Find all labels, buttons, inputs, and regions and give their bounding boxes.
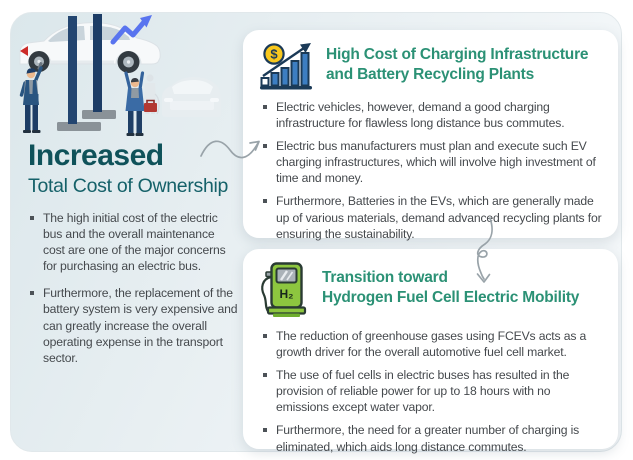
h2-label: H₂ [279,287,294,301]
hydrogen-fuel-pump-icon [259,261,309,319]
list-item [263,367,602,415]
card-charging-infrastructure [243,30,618,241]
page-subtitle: Total Cost of Ownership [28,174,229,197]
card-hydrogen-transition [243,249,618,454]
left-section-bullets [30,210,238,377]
list-item [263,138,602,186]
list-item [263,99,602,131]
card-header [259,42,602,90]
dollar-growth-chart-icon [259,42,313,90]
dollar-symbol: $ [270,46,278,62]
mechanic-right-icon [126,73,158,136]
bullet-marker [263,373,267,377]
list-item [263,422,602,454]
car-maintenance-illustration [14,14,232,142]
list-item [30,285,238,365]
bullet-text: The reduction of greenhouse gases using FCEVs acts as a growth driver for the overall automotive fuel cell market. [276,329,587,360]
card-header [259,261,602,319]
list-item [263,193,602,241]
card-title-line: High Cost of Charging Infrastructure [326,46,589,63]
card-title [326,42,588,86]
mechanic-left-icon [22,62,43,133]
card-title [322,261,579,309]
bullet-marker [30,216,34,220]
bullet-marker [263,334,267,338]
list-item [263,328,602,360]
bullet-text: Furthermore, the replacement of the battery system is very expensive and can greatly increase the overall operating expense in the transport sector. [43,286,238,365]
card-title-line: Hydrogen Fuel Cell Electric Mobility [322,289,580,307]
bullet-text: Furthermore, the need for a greater number of charging is eliminated, which aids long distance commutes. [276,423,580,454]
bullet-text: Electric vehicles, however, demand a good charging infrastructure for flawless long distance bus commutes. [276,100,565,131]
wavy-connector-arrow-icon [198,134,268,168]
bullet-text: The high initial cost of the electric bus and the overall maintenance cost are one of the major concerns for purchasing an electric bus. [43,211,226,274]
bullet-text: Furthermore, Batteries in the EVs, which are generally made up of various materials, demand advanced recycling plants for ensuring the sustainability. [276,194,602,241]
bullet-text: The use of fuel cells in electric buses has resulted in the provision of reliable power for up to 18 hours with no emissions except water vapor. [276,368,570,415]
list-item [30,210,238,274]
bullet-marker [263,105,267,109]
card-title-line: and Battery Recycling Plants [326,66,535,84]
bullet-marker [263,199,267,203]
bullet-text: Electric bus manufacturers must plan and execute such EV charging infrastructures, which will involve high investment of time and money. [276,139,596,186]
bullet-marker [30,291,34,295]
page-title: Increased [28,139,164,172]
card-title-line: Transition toward [322,269,448,286]
loop-connector-arrow-icon [464,216,508,290]
bullet-marker [263,428,267,432]
faded-car-icon [162,77,221,117]
